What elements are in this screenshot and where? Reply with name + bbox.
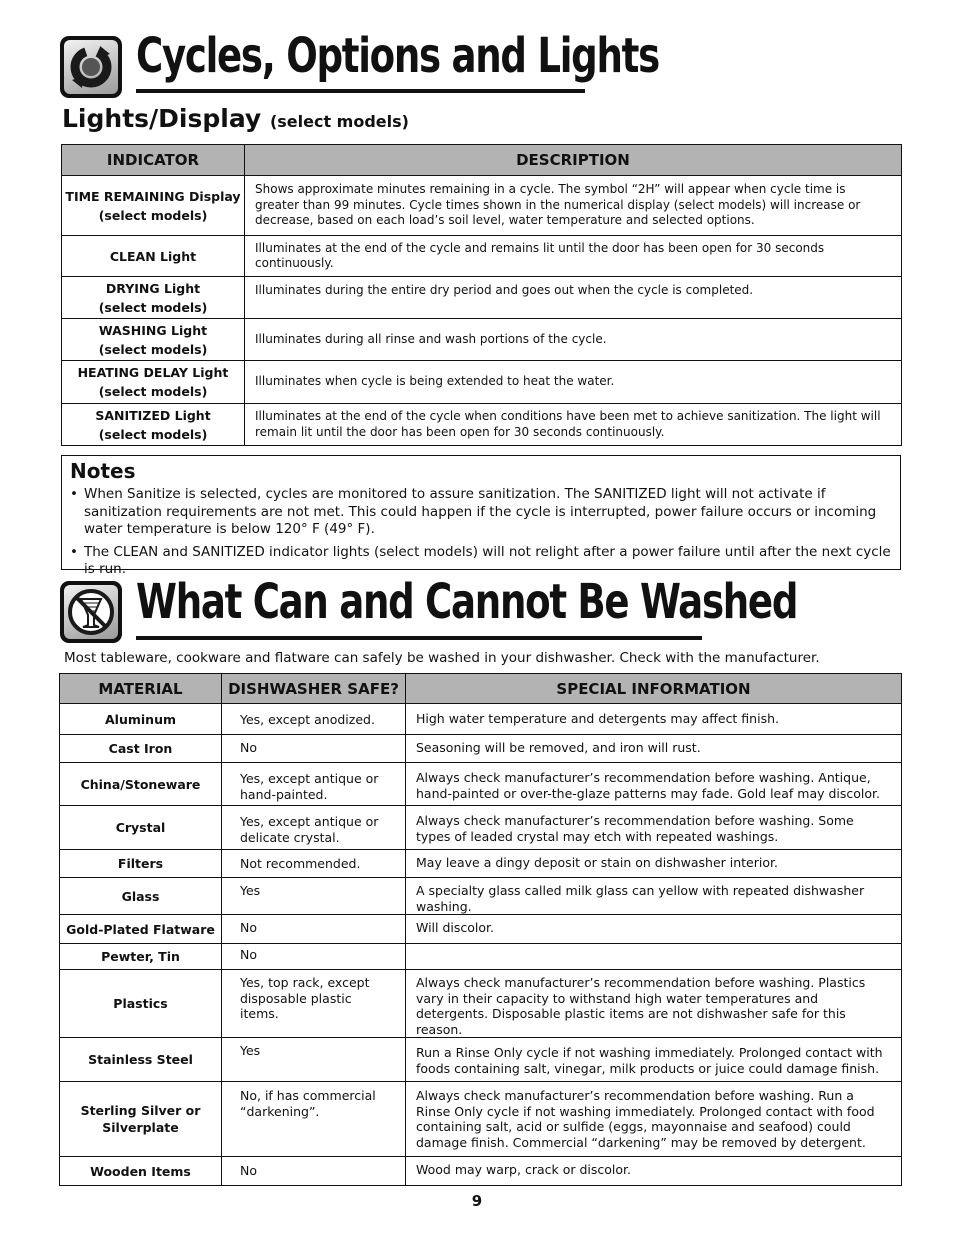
material-cell: Aluminum — [60, 704, 222, 735]
safe-cell: Yes, except anodized. — [222, 704, 406, 735]
material-cell: Plastics — [60, 970, 222, 1038]
subheading-note: (select models) — [269, 112, 409, 131]
no-glass-icon — [60, 581, 122, 643]
info-cell: Always check manufacturer’s recommendation before washing. Run a Rinse Only cycle if not washing immediately. Prolonged contact with food containing salt, acid or sulfide (eggs, mayonnaise and seafood) could damage finish. Commercial “darkening” may be removed by detergent. — [406, 1082, 902, 1157]
title-underline — [136, 636, 702, 640]
page-number: 9 — [471, 1192, 483, 1210]
material-cell: Gold-Plated Flatware — [60, 915, 222, 944]
description-cell: Illuminates at the end of the cycle when conditions have been met to achieve sanitization. The light will remain lit until the door has been open for 30 seconds continuously. — [245, 404, 902, 446]
material-cell: Filters — [60, 850, 222, 878]
lights-display-heading — [62, 104, 409, 137]
info-cell: Always check manufacturer’s recommendation before washing. Plastics vary in their capacity to withstand high water temperatures and detergents. Disposable plastic items are not dishwasher safe for this reason. — [406, 970, 902, 1038]
header-indicator: INDICATOR — [62, 145, 245, 176]
info-cell: Always check manufacturer’s recommendation before washing. Some types of leaded crystal may etch with repeated washings. — [406, 806, 902, 850]
description-cell: Illuminates at the end of the cycle and remains lit until the door has been open for 30 seconds continuously. — [245, 236, 902, 277]
indicator-cell — [62, 319, 245, 361]
title-underline — [136, 89, 585, 93]
notes-list — [70, 486, 892, 584]
info-cell: Seasoning will be removed, and iron will rust. — [406, 735, 902, 763]
wash-table — [59, 673, 902, 1186]
material-cell: Wooden Items — [60, 1157, 222, 1186]
safe-cell: No — [222, 735, 406, 763]
safe-cell: Yes, except antique or delicate crystal. — [222, 806, 406, 850]
safe-cell: No — [222, 1157, 406, 1186]
description-cell: Illuminates when cycle is being extended to heat the water. — [245, 361, 902, 404]
indicator-cell — [62, 277, 245, 319]
indicator-note: (select models) — [98, 207, 208, 223]
indicator-name: DRYING Light — [105, 280, 201, 296]
safe-cell: Yes — [222, 878, 406, 915]
info-cell: A specialty glass called milk glass can yellow with repeated dishwasher washing. — [406, 878, 902, 915]
indicator-name: SANITIZED Light — [95, 407, 211, 423]
safe-cell: Not recommended. — [222, 850, 406, 878]
info-cell: High water temperature and detergents may affect finish. — [406, 704, 902, 735]
header-safe: DISHWASHER SAFE? — [222, 674, 406, 704]
indicator-name: TIME REMAINING Display — [65, 188, 241, 204]
indicator-cell — [62, 404, 245, 446]
description-cell: Shows approximate minutes remaining in a cycle. The symbol “2H” will appear when cycle time is greater than 99 minutes. Cycle times shown in the numerical display (select models) will increase or decrease, based on each load’s soil level, water temperature and selected options. — [245, 176, 902, 236]
description-cell: Illuminates during all rinse and wash portions of the cycle. — [245, 319, 902, 361]
cycle-arrows-icon — [60, 36, 122, 98]
safe-cell: Yes, except antique or hand-painted. — [222, 763, 406, 806]
indicator-note: (select models) — [98, 384, 208, 399]
indicator-name: CLEAN Light — [109, 248, 197, 264]
indicator-note: (select models) — [98, 426, 208, 442]
lights-table — [61, 144, 902, 446]
notes-box — [61, 455, 901, 577]
info-cell: Always check manufacturer’s recommendation before washing. Antique, hand-painted or over-the-glaze patterns may fade. Gold leaf may discolor. — [406, 763, 902, 806]
indicator-note: (select models) — [98, 341, 208, 357]
material-cell: China/Stoneware — [60, 763, 222, 806]
description-cell: Illuminates during the entire dry period and goes out when the cycle is completed. — [245, 277, 902, 319]
info-cell: May leave a dingy deposit or stain on dishwasher interior. — [406, 850, 902, 878]
safe-cell: No — [222, 944, 406, 970]
indicator-name: HEATING DELAY Light — [77, 365, 229, 380]
safe-cell: No, if has commercial “darkening”. — [222, 1082, 406, 1157]
intro-text: Most tableware, cookware and flatware can safely be washed in your dishwasher. Check with the manufacturer. — [64, 650, 820, 666]
info-cell: Will discolor. — [406, 915, 902, 944]
header-info: SPECIAL INFORMATION — [406, 674, 902, 704]
material-cell: Crystal — [60, 806, 222, 850]
note-item: • When Sanitize is selected, cycles are monitored to assure sanitization. The SANITIZED light will not activate if sanitization requirements are not met. This could happen if the cycle is interrupted, power failure occurs or incoming water temperature is below 120° F (49° F). — [70, 486, 892, 539]
header-material: MATERIAL — [60, 674, 222, 704]
material-cell: Stainless Steel — [60, 1038, 222, 1082]
indicator-cell — [62, 361, 245, 404]
info-cell: Run a Rinse Only cycle if not washing immediately. Prolonged contact with foods containing salt, vinegar, milk products or juice could damage finish. — [406, 1038, 902, 1082]
section-title-washed: What Can and Cannot Be Washed — [136, 574, 798, 630]
indicator-name: WASHING Light — [98, 322, 208, 338]
safe-cell: No — [222, 915, 406, 944]
info-cell — [406, 944, 902, 970]
notes-heading: Notes — [70, 459, 136, 483]
material-cell: Sterling Silver or Silverplate — [60, 1082, 222, 1157]
note-item: • The CLEAN and SANITIZED indicator lights (select models) will not relight after a power failure until after the next cycle is run. — [70, 544, 892, 579]
material-cell: Glass — [60, 878, 222, 915]
safe-cell: Yes — [222, 1038, 406, 1082]
indicator-note: (select models) — [98, 299, 208, 315]
safe-cell: Yes, top rack, except disposable plastic items. — [222, 970, 406, 1038]
info-cell: Wood may warp, crack or discolor. — [406, 1157, 902, 1186]
material-cell: Pewter, Tin — [60, 944, 222, 970]
section-title-cycles: Cycles, Options and Lights — [136, 28, 659, 84]
indicator-cell — [62, 176, 245, 236]
header-description: DESCRIPTION — [245, 145, 902, 176]
indicator-cell — [62, 236, 245, 277]
material-cell: Cast Iron — [60, 735, 222, 763]
subheading-text: Lights/Display — [62, 104, 262, 133]
